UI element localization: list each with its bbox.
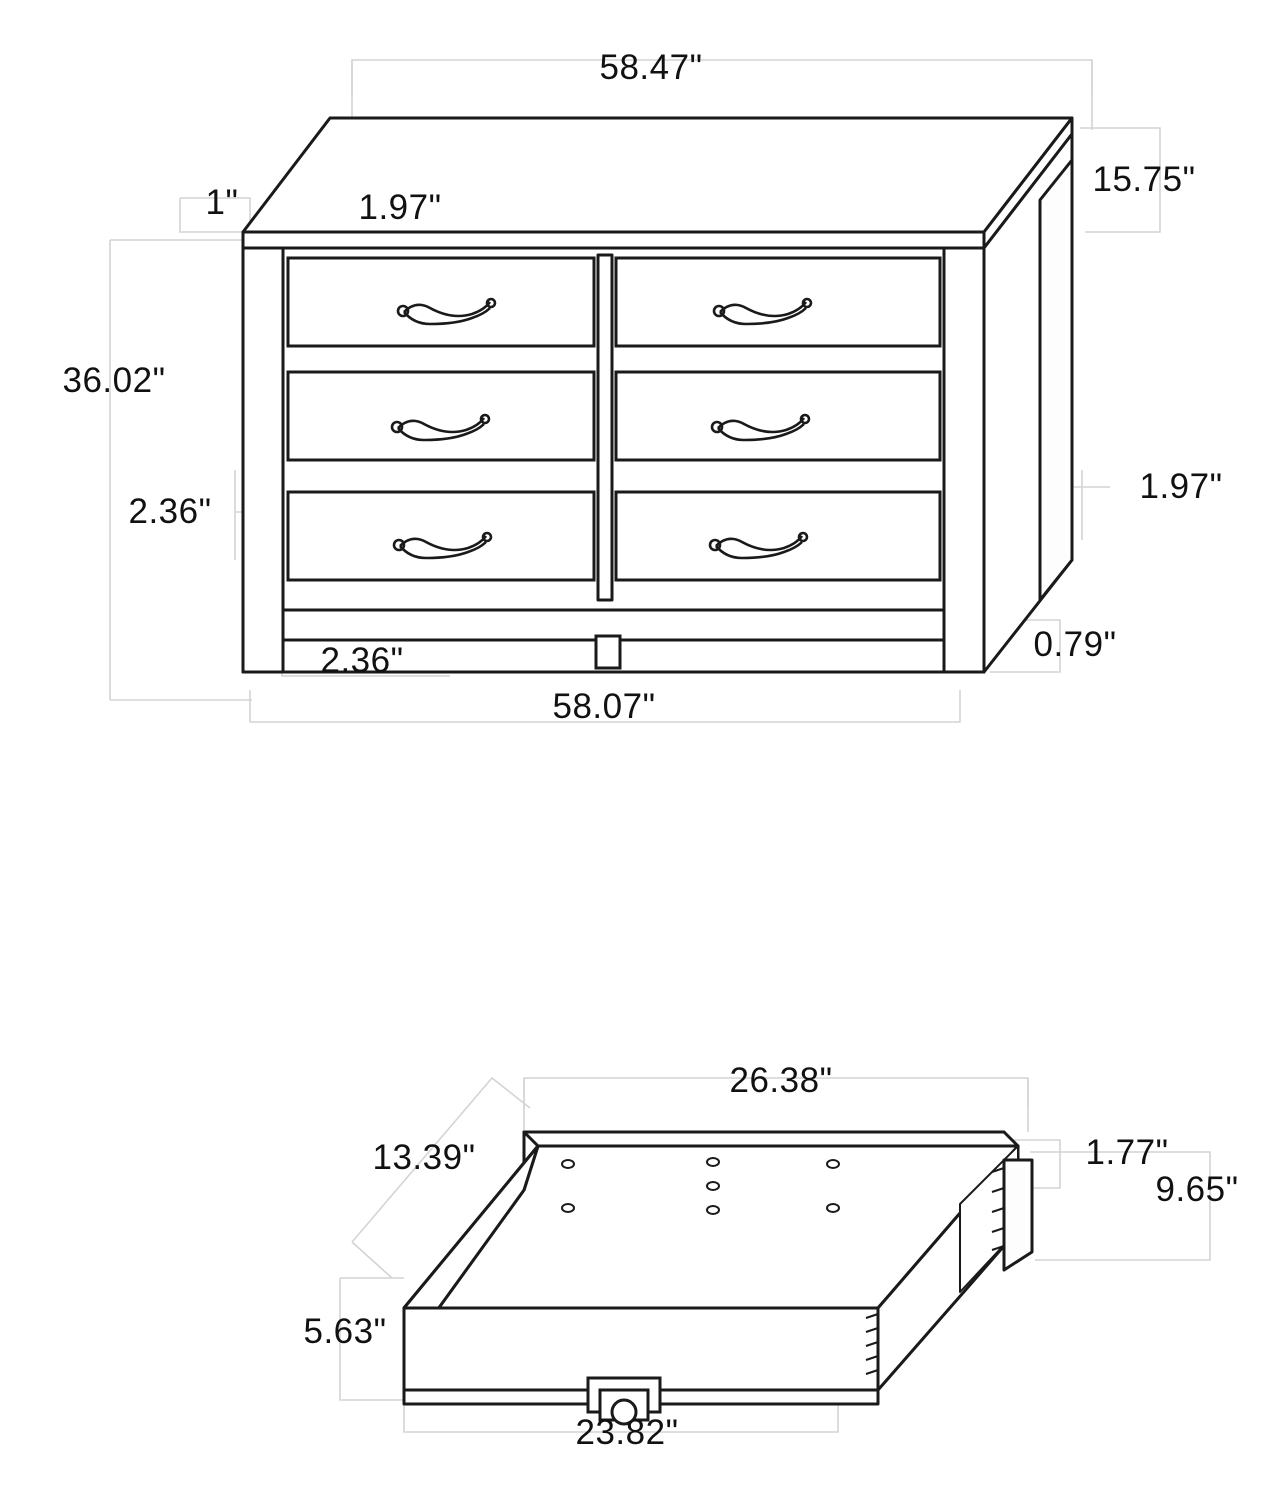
dim-drawer-back-height: 1.77" [1085, 1133, 1169, 1172]
dim-overall-width-top: 58.47" [599, 48, 703, 87]
dim-depth-top-right: 15.75" [1092, 160, 1196, 199]
dim-drawer-front-width: 26.38" [729, 1061, 833, 1100]
dim-side-panel-width: 1.97" [1139, 467, 1223, 506]
dim-bottom-rail-height: 2.36" [320, 641, 404, 680]
dim-top-overhang-left: 1" [205, 183, 239, 222]
dim-base-width: 58.07" [552, 687, 656, 726]
dim-drawer-depth: 13.39" [372, 1138, 476, 1177]
dim-drawer-side-height: 9.65" [1155, 1170, 1239, 1209]
dim-drawer-rail-gap: 2.36" [128, 492, 212, 531]
dim-drawer-bottom-width: 23.82" [575, 1413, 679, 1452]
center-foot [596, 636, 620, 668]
dim-top-thickness: 1.97" [358, 188, 442, 227]
drawer-box [404, 1132, 1032, 1404]
dim-overall-height: 36.02" [62, 361, 166, 400]
dim-drawer-box-height: 5.63" [303, 1312, 387, 1351]
dim-leg-height: 0.79" [1033, 625, 1117, 664]
